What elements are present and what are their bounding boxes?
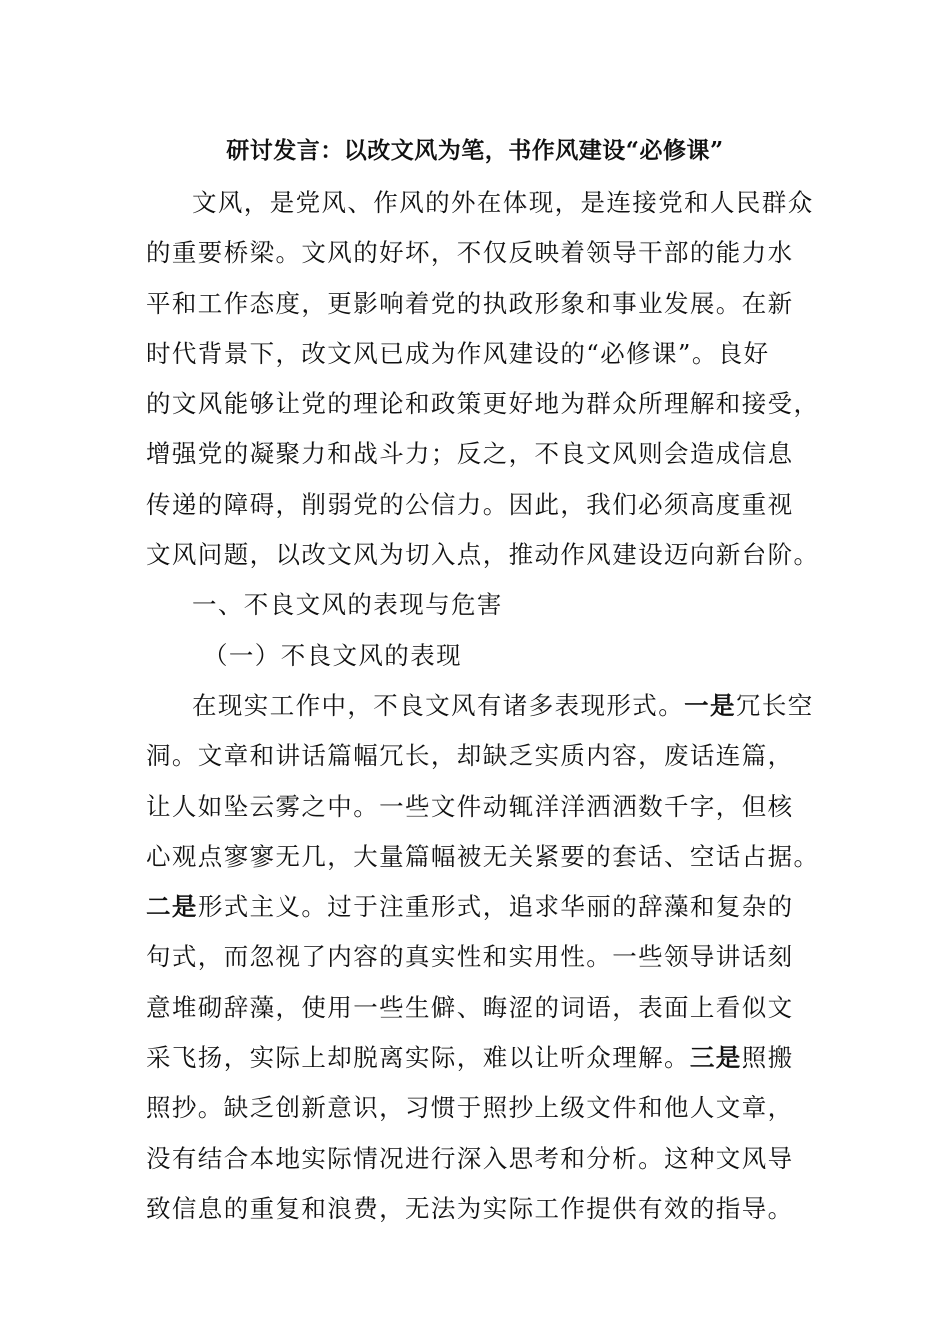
document-title: 研讨发言：以改文风为笔，书作风建设“必修课” — [226, 137, 724, 164]
paragraph-line: 照抄。缺乏创新意识，习惯于照抄上级文件和他人文章， — [146, 1093, 794, 1123]
paragraph-line: 采飞扬，实际上却脱离实际，难以让听众理解。三是照搬 — [146, 1043, 794, 1073]
paragraph-line: 心观点寥寥无几，大量篇幅被无关紧要的套话、空话占据。 — [146, 841, 820, 871]
subsection-heading: （一）不良文风的表现 — [203, 640, 462, 670]
document-body — [146, 178, 820, 1234]
paragraph-line: 传递的障碍，削弱党的公信力。因此，我们必须高度重视 — [146, 489, 794, 519]
section-heading: 一、不良文风的表现与危害 — [192, 590, 503, 620]
paragraph-line: 的重要桥梁。文风的好坏，不仅反映着领导干部的能力水 — [146, 238, 794, 268]
paragraph-line: 致信息的重复和浪费，无法为实际工作提供有效的指导。 — [146, 1193, 794, 1223]
paragraph-line: 增强党的凝聚力和战斗力；反之，不良文风则会造成信息 — [146, 439, 794, 469]
emphasis-marker: 二是 — [146, 892, 198, 922]
paragraph-line: 的文风能够让党的理论和政策更好地为群众所理解和接受， — [146, 389, 820, 419]
paragraph-line: 文风，是党风、作风的外在体现，是连接党和人民群众 — [192, 188, 814, 217]
paragraph-line: 文风问题，以改文风为切入点，推动作风建设迈向新台阶。 — [146, 540, 820, 570]
emphasis-marker: 三是 — [689, 1043, 742, 1073]
paragraph-line: 句式，而忽视了内容的真实性和实用性。一些领导讲话刻 — [146, 942, 794, 972]
paragraph-line: 洞。文章和讲话篇幅冗长，却缺乏实质内容，废话连篇， — [146, 741, 794, 771]
paragraph-line: 时代背景下，改文风已成为作风建设的“必修课”。良好 — [146, 338, 770, 368]
emphasis-marker: 一是 — [684, 690, 736, 720]
paragraph-line: 让人如坠云雾之中。一些文件动辄洋洋洒洒数千字，但核 — [146, 791, 794, 821]
paragraph-line: 二是形式主义。过于注重形式，追求华丽的辞藻和复杂的 — [146, 892, 794, 922]
paragraph-line: 意堆砌辞藻，使用一些生僻、晦涩的词语，表面上看似文 — [146, 992, 794, 1022]
paragraph-line: 平和工作态度，更影响着党的执政形象和事业发展。在新 — [146, 288, 794, 318]
paragraph-line: 在现实工作中，不良文风有诸多表现形式。一是冗长空 — [192, 690, 814, 720]
paragraph-line: 没有结合本地实际情况进行深入思考和分析。这种文风导 — [146, 1143, 794, 1173]
